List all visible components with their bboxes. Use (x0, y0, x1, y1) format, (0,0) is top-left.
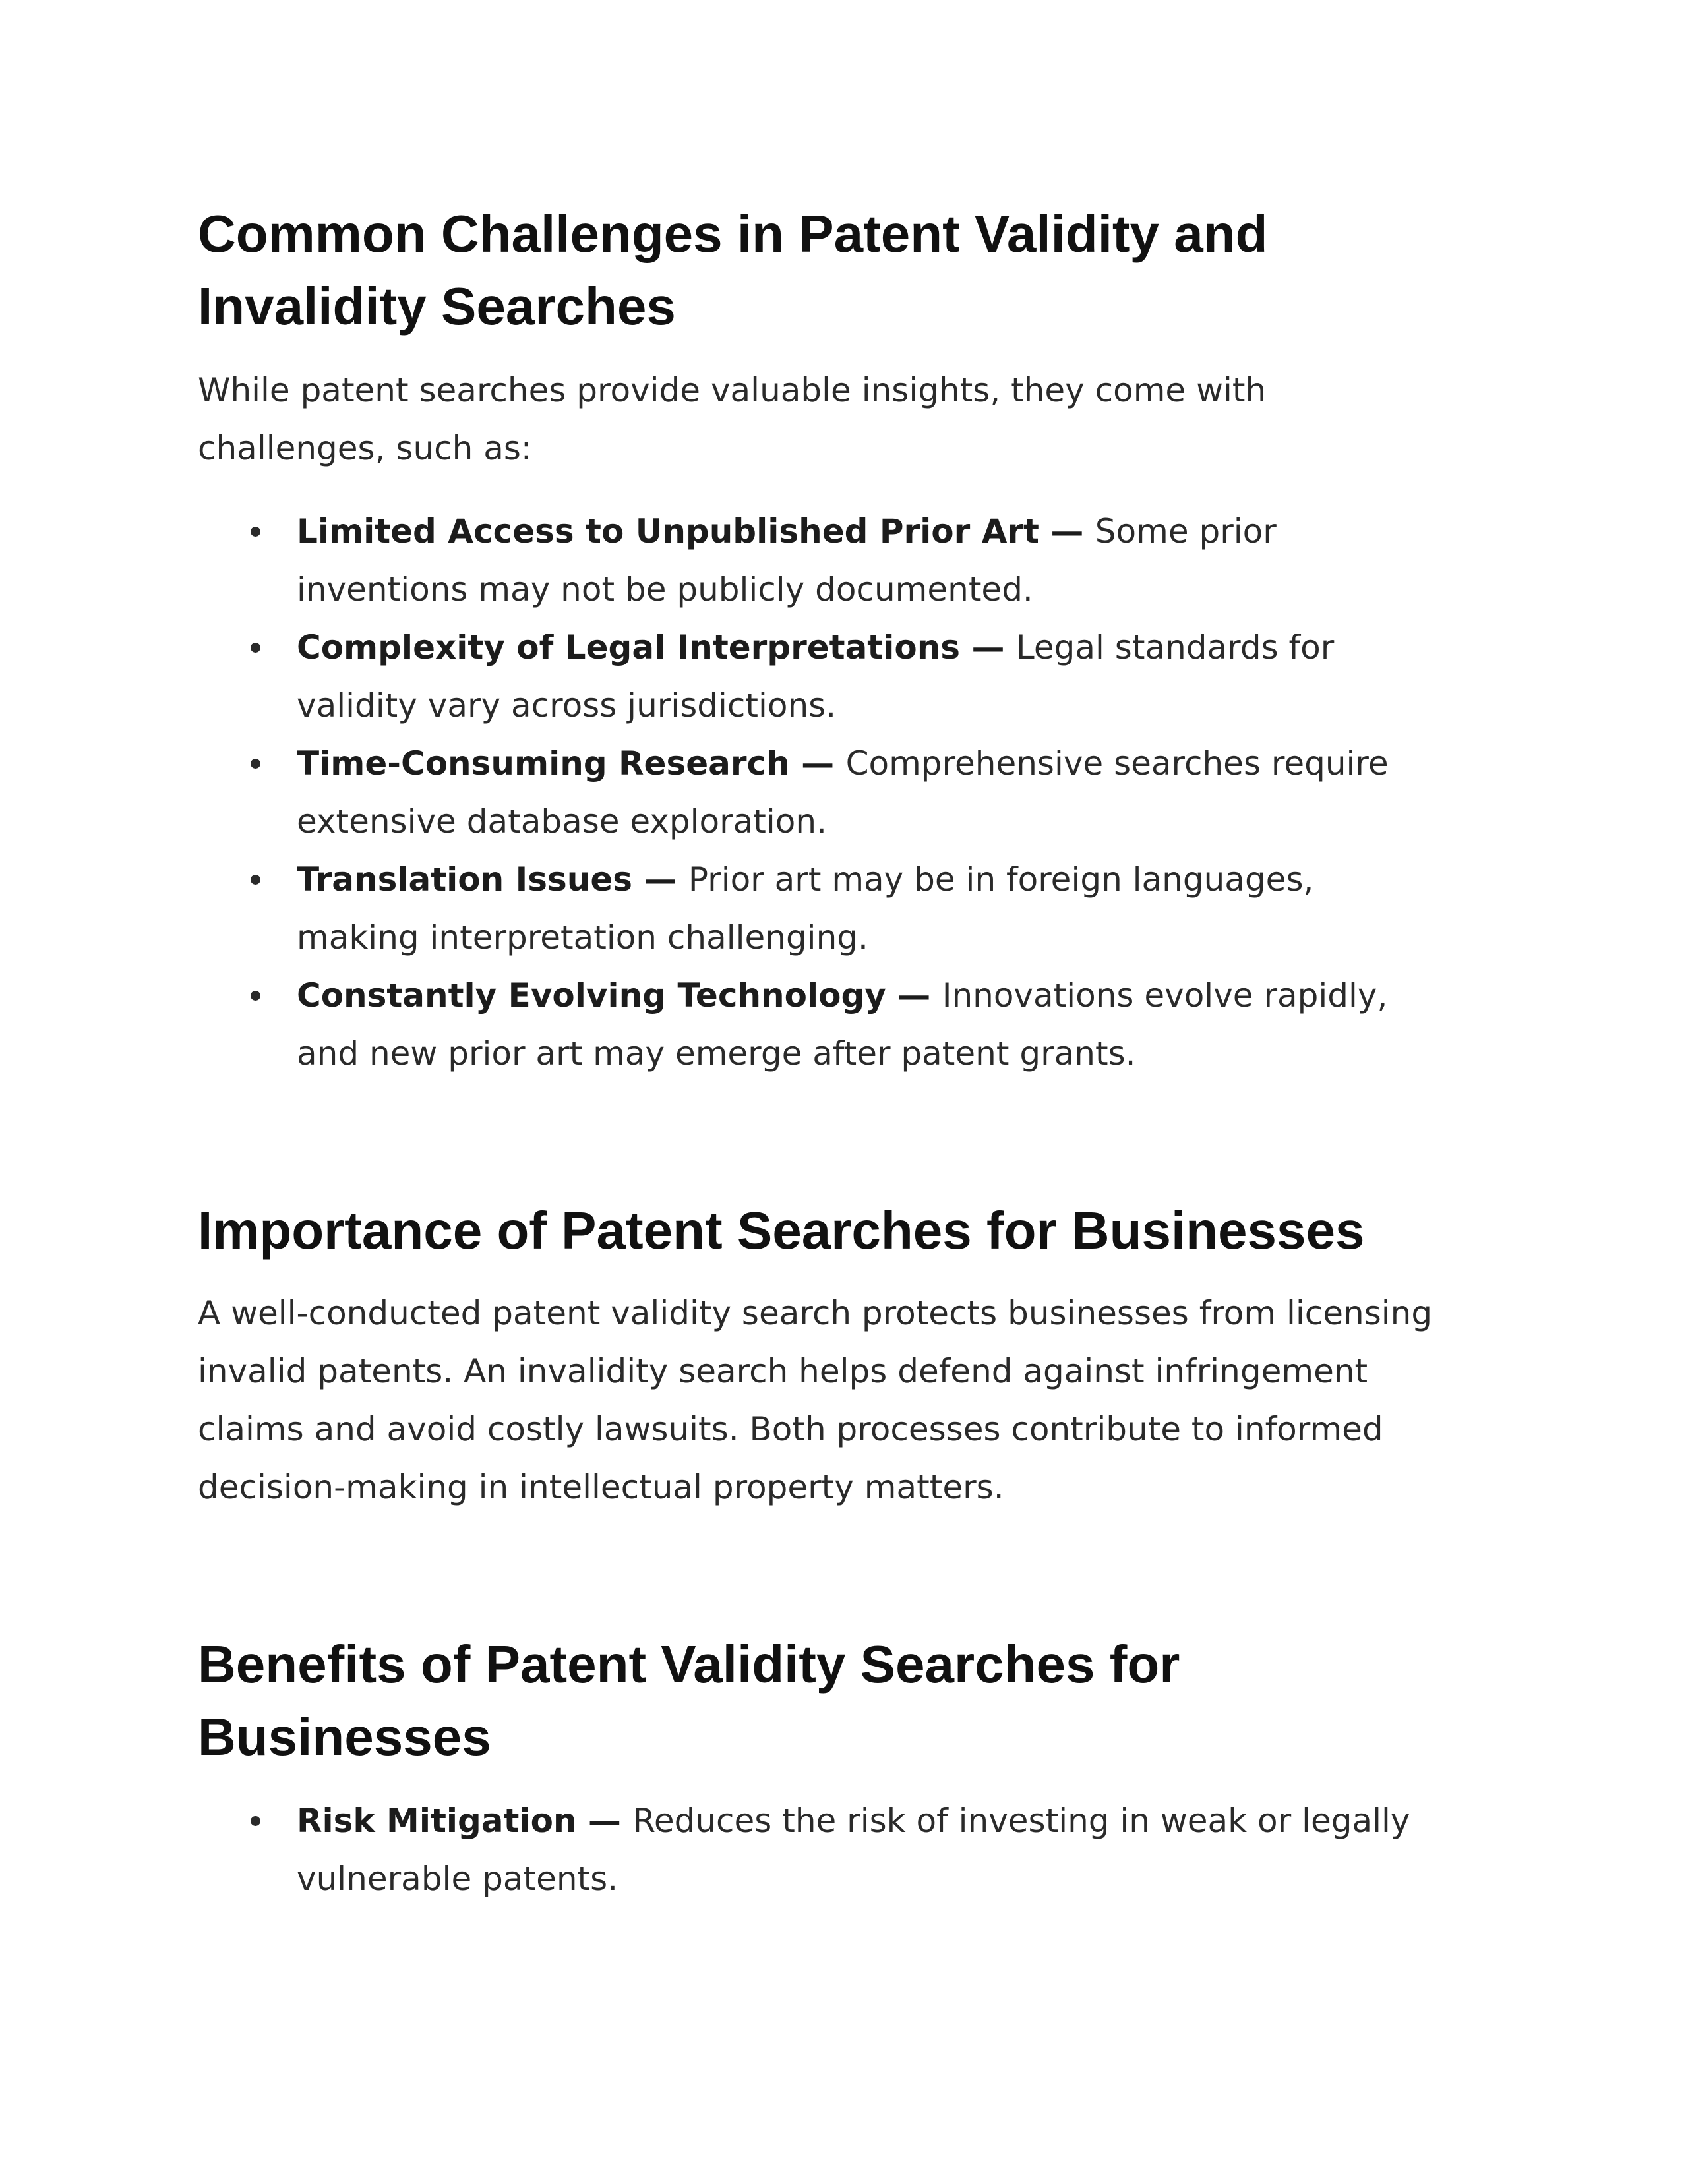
item-term: Risk Mitigation (297, 1802, 577, 1840)
item-text: Innovations evolve rapidly, and new prior art may emerge after patent grants. (297, 976, 1388, 1073)
item-term: Translation Issues (297, 860, 633, 899)
item-separator: — (960, 628, 1016, 666)
bullet-icon (251, 991, 260, 1001)
item-term: Time-Consuming Research (297, 744, 790, 782)
list-item (198, 734, 1437, 850)
list-item (198, 966, 1437, 1082)
section-heading: Importance of Patent Searches for Businesses (198, 1201, 1365, 1260)
item-separator: — (632, 860, 688, 899)
section-heading: Common Challenges in Patent Validity and Invalidity Searches (198, 204, 1268, 336)
section-benefits (198, 1628, 1437, 1908)
item-text: Reduces the risk of investing in weak or legally vulnerable patents. (297, 1802, 1410, 1898)
section-common-challenges (198, 198, 1437, 1082)
benefits-list (198, 1792, 1437, 1908)
section-paragraph: A well-conducted patent validity search protects businesses from licensing invalid patents. An invalidity search helps defend against infringement claims and avoid costly lawsuits. Both processes contribute to informed decision-making in intellectual property matters. (198, 1294, 1433, 1506)
section-intro: While patent searches provide valuable insights, they come with challenges, such as: (198, 371, 1267, 467)
item-separator: — (1039, 512, 1095, 550)
bullet-icon (251, 759, 260, 769)
item-separator: — (576, 1802, 633, 1840)
item-term: Constantly Evolving Technology (297, 976, 886, 1015)
bullet-icon (251, 527, 260, 537)
document-page (198, 198, 1437, 1908)
challenges-list (198, 502, 1437, 1082)
section-importance (198, 1195, 1437, 1516)
item-separator: — (886, 976, 942, 1015)
item-text: Comprehensive searches require extensive database exploration. (297, 744, 1389, 841)
item-separator: — (789, 744, 846, 782)
item-text: Prior art may be in foreign languages, making interpretation challenging. (297, 860, 1314, 957)
section-heading: Benefits of Patent Validity Searches for Businesses (198, 1635, 1180, 1766)
list-item (198, 1792, 1437, 1908)
item-text: Some prior inventions may not be publicly documented. (297, 512, 1277, 608)
item-term: Limited Access to Unpublished Prior Art (297, 512, 1039, 550)
bullet-icon (251, 1816, 260, 1826)
bullet-icon (251, 643, 260, 653)
list-item (198, 502, 1437, 618)
bullet-icon (251, 875, 260, 885)
list-item (198, 618, 1437, 734)
item-text: Legal standards for validity vary across jurisdictions. (297, 628, 1335, 724)
list-item (198, 850, 1437, 966)
item-term: Complexity of Legal Interpretations (297, 628, 961, 666)
